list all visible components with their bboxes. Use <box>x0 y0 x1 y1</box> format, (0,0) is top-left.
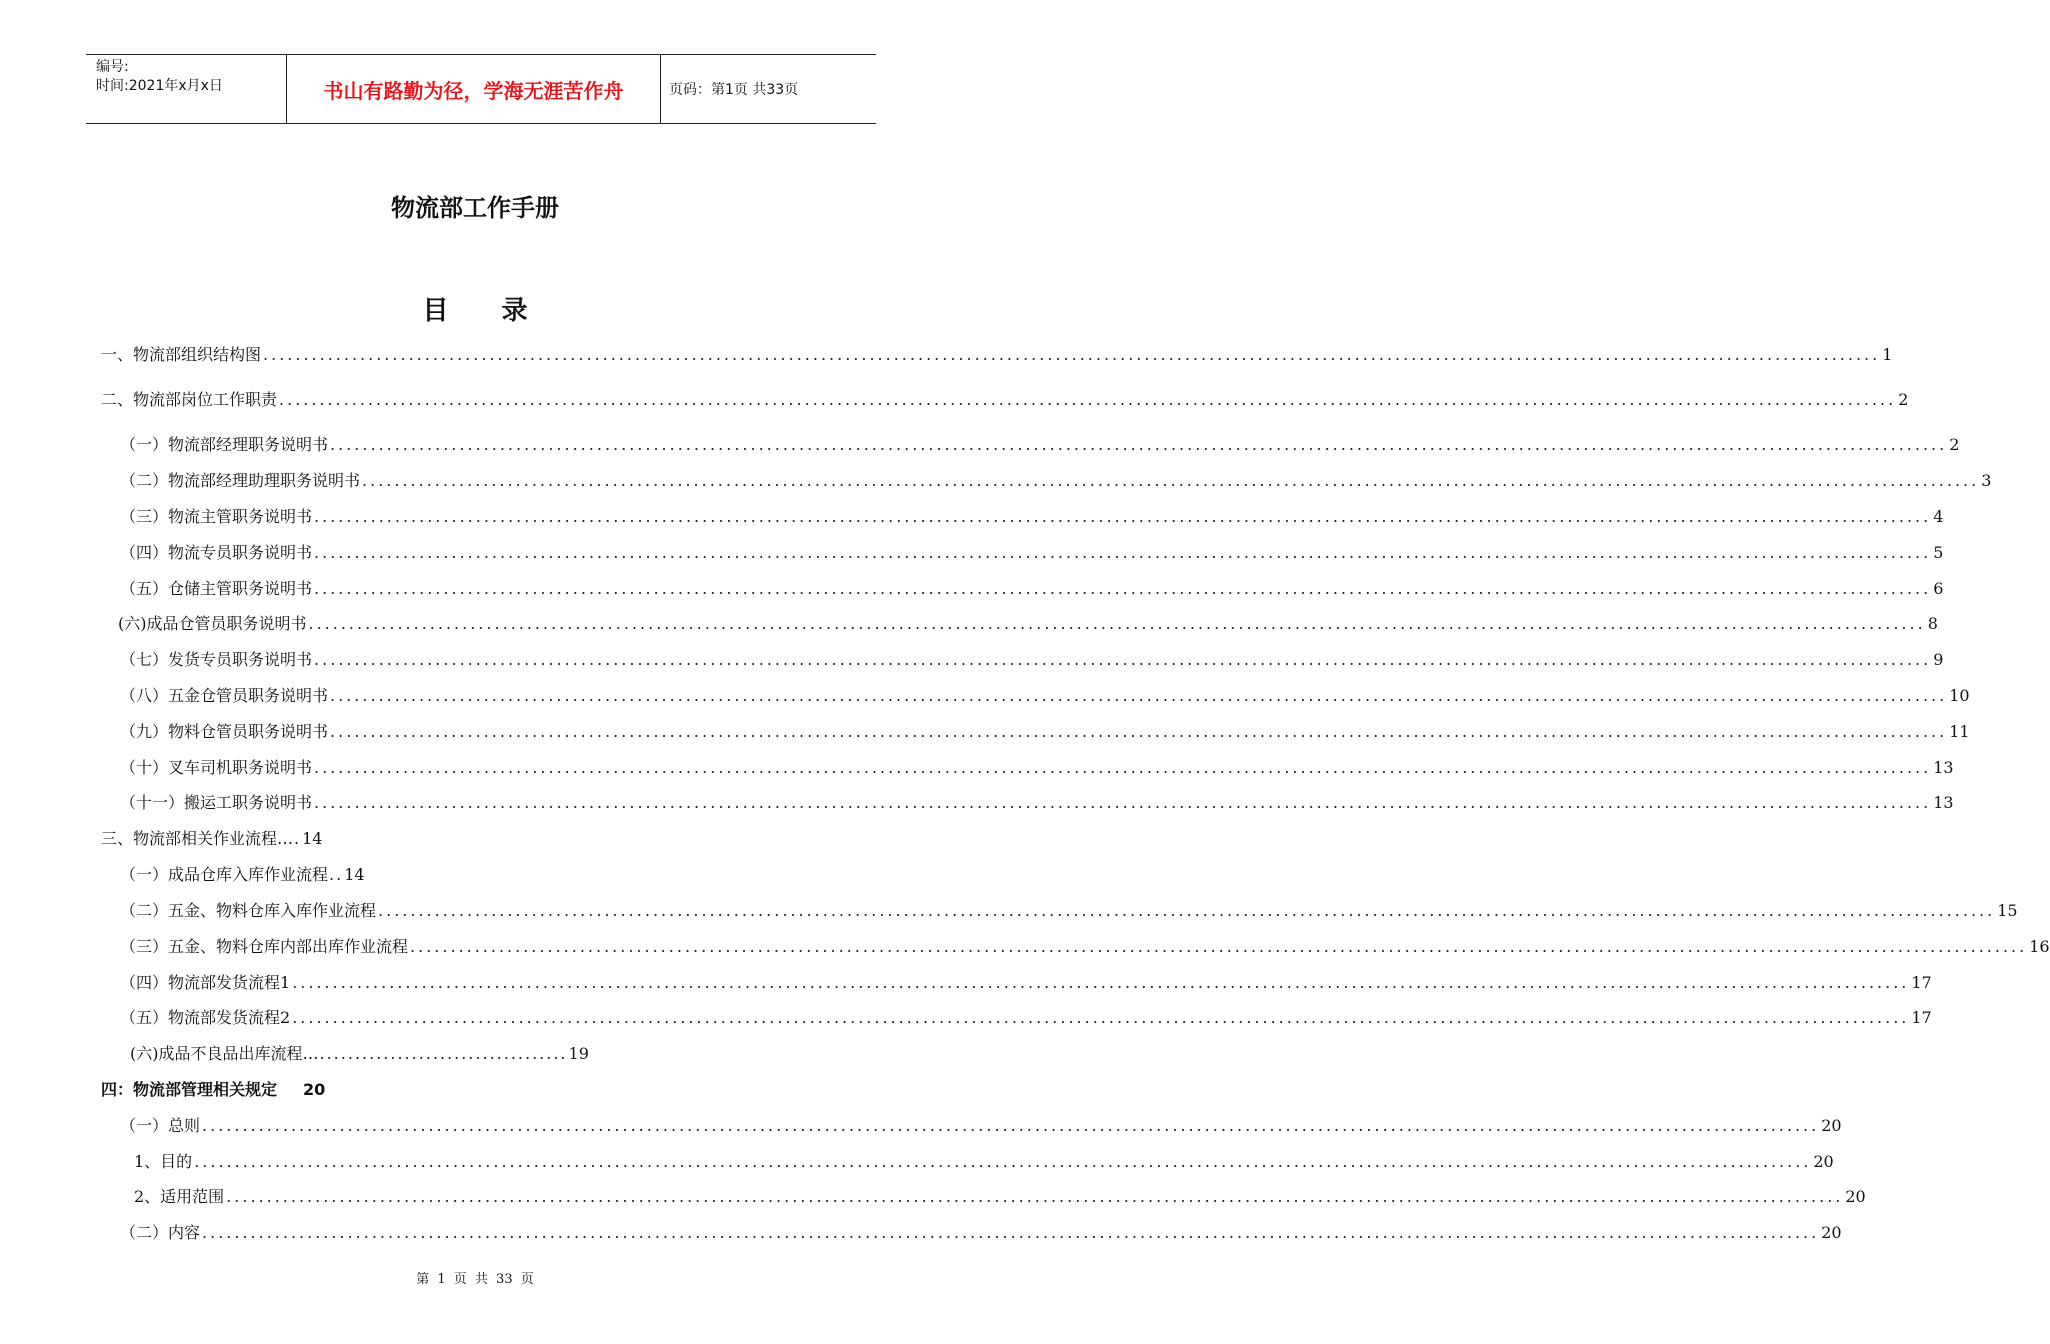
toc-entry-text: （九）物料仓管员职务说明书 <box>120 722 329 741</box>
toc-entry-text: 一、物流部组织结构图 <box>101 345 262 364</box>
toc-entry-page: 10 <box>1949 686 1970 705</box>
toc-leader: ........................................................................................................................................................................................................ <box>314 758 1932 777</box>
toc-entry-page: 20 <box>1845 1187 1866 1206</box>
toc-entry[interactable] <box>130 1041 589 1065</box>
toc-entry-text: （一）成品仓库入库作业流程 <box>120 865 329 884</box>
document-title: 物流部工作手册 <box>391 194 559 222</box>
toc-entry-text: 二、物流部岗位工作职责 <box>101 390 278 409</box>
toc-entry-page: 14 <box>344 865 365 884</box>
toc-entry-text: （一）总则 <box>120 1116 201 1135</box>
toc-leader: ........................................................................................................................................................................................................ <box>330 435 1948 454</box>
toc-entry[interactable] <box>120 647 1944 671</box>
toc-entry-page: 1 <box>1882 345 1893 364</box>
toc-leader: ........................................................................................................................................................................................................ <box>314 793 1932 812</box>
toc-section-heading[interactable] <box>101 1077 325 1101</box>
toc-entry[interactable] <box>120 683 1970 707</box>
toc-entry-page: 2 <box>1949 435 1960 454</box>
toc-entry-text: (六)成品仓管员职务说明书 <box>118 614 307 633</box>
toc-entry-page: 13 <box>1933 793 1954 812</box>
toc-leader: ........................................................................................................................................................................................................ <box>410 937 2028 956</box>
toc-leader: ........................................................................................................................................................................................................ <box>226 1187 1844 1206</box>
toc-entry-text: （十）叉车司机职务说明书 <box>120 758 313 777</box>
toc-leader: ........................................................................................................................................................................................................ <box>314 507 1932 526</box>
toc-leader: ........................................................................................................................................................................................................ <box>292 973 1910 992</box>
toc-entry-text: （二）内容 <box>120 1223 201 1242</box>
toc-entry-text: （二）物流部经理助理职务说明书 <box>120 471 361 490</box>
toc-entry-text: （四）物流部发货流程1 <box>120 973 291 992</box>
toc-entry-page: 20 <box>1813 1152 1834 1171</box>
toc-entry-text: （一）物流部经理职务说明书 <box>120 435 329 454</box>
toc-entry-text: （十一）搬运工职务说明书 <box>120 793 313 812</box>
toc-entry-page: 20 <box>1821 1116 1842 1135</box>
toc-entry[interactable] <box>120 1113 1842 1137</box>
toc-leader: ........................................................................................................................................................................................................ <box>279 390 1897 409</box>
toc-entry-page: 13 <box>1933 758 1954 777</box>
toc-entry[interactable] <box>120 970 1932 994</box>
toc-entry-text: （八）五金仓管员职务说明书 <box>120 686 329 705</box>
toc-entry[interactable] <box>120 755 1954 779</box>
toc-leader: ........................................................................................................................................................................................................ <box>314 650 1932 669</box>
toc-title: 目 录 <box>422 296 550 326</box>
toc-entry[interactable] <box>120 898 2018 922</box>
toc-leader: ........................................................................................................................................................................................................ <box>292 1008 1910 1027</box>
toc-entry-text: （五）物流部发货流程2 <box>120 1008 291 1027</box>
toc-entry[interactable] <box>120 468 1992 492</box>
page-footer: 第 1 页 共 33 页 <box>416 1272 534 1287</box>
toc-entry-page: 20 <box>1821 1223 1842 1242</box>
toc-entry-text: 2、适用范围 <box>134 1187 225 1206</box>
toc-leader: ........................................................................................................................................................................................................ <box>362 471 1980 490</box>
toc-entry-text: （二）五金、物料仓库入库作业流程 <box>120 901 377 920</box>
toc-entry-text: 四：物流部管理相关规定 <box>101 1080 278 1099</box>
toc-leader: ................................... <box>319 1044 568 1063</box>
toc-entry-page: 5 <box>1933 543 1944 562</box>
toc-entry-page: 11 <box>1949 722 1970 741</box>
toc-entry-page: 19 <box>568 1044 589 1063</box>
toc-leader: ........................................................................................................................................................................................................ <box>308 614 1926 633</box>
toc-entry[interactable] <box>120 1220 1842 1244</box>
toc-entry[interactable] <box>120 576 1944 600</box>
toc-leader: . <box>294 829 302 848</box>
toc-leader: ........................................................................................................................................................................................................ <box>202 1223 1820 1242</box>
document-time-label: 时间:2021年x月x日 <box>96 78 223 94</box>
toc-entry-text: （四）物流专员职务说明书 <box>120 543 313 562</box>
toc-entry-page: 9 <box>1933 650 1944 669</box>
header-page-info: 页码：第1页 共33页 <box>669 82 799 98</box>
toc-leader: ........................................................................................................................................................................................................ <box>202 1116 1820 1135</box>
toc-entry[interactable] <box>120 540 1944 564</box>
header-motto: 书山有路勤为径，学海无涯苦作舟 <box>323 78 624 103</box>
toc-entry[interactable] <box>118 611 1938 635</box>
toc-entry-text: （七）发货专员职务说明书 <box>120 650 313 669</box>
toc-entry-page: 14 <box>302 829 323 848</box>
toc-entry-text: （三）五金、物料仓库内部出库作业流程 <box>120 937 409 956</box>
toc-entry[interactable] <box>101 387 1909 411</box>
toc-entry[interactable] <box>120 1005 1932 1029</box>
toc-entry[interactable] <box>134 1184 1866 1208</box>
document-number-label: 编号: <box>96 59 129 75</box>
toc-entry[interactable] <box>134 1149 1834 1173</box>
toc-leader: ........................................................................................................................................................................................................ <box>314 579 1932 598</box>
toc-entry-text: 三、物流部相关作业流程… <box>101 829 294 848</box>
toc-leader: .. <box>329 865 344 884</box>
toc-leader: ........................................................................................................................................................................................................ <box>330 722 1948 741</box>
toc-entry[interactable] <box>120 934 2050 958</box>
toc-entry[interactable] <box>101 342 1893 366</box>
toc-entry-page: 8 <box>1927 614 1938 633</box>
toc-entry[interactable] <box>120 790 1954 814</box>
toc-entry[interactable] <box>120 719 1970 743</box>
toc-entry[interactable] <box>120 504 1944 528</box>
toc-entry-text: 1、目的 <box>134 1152 193 1171</box>
toc-entry-page: 2 <box>1898 390 1909 409</box>
toc-entry-page: 17 <box>1911 1008 1932 1027</box>
toc-leader: ........................................................................................................................................................................................................ <box>378 901 1996 920</box>
toc-entry-page: 15 <box>1997 901 2018 920</box>
toc-entry[interactable] <box>101 826 322 850</box>
toc-entry-text: （三）物流主管职务说明书 <box>120 507 313 526</box>
toc-entry-text: （五）仓储主管职务说明书 <box>120 579 313 598</box>
toc-leader: ........................................................................................................................................................................................................ <box>314 543 1932 562</box>
toc-leader: ........................................................................................................................................................................................................ <box>263 345 1881 364</box>
toc-entry[interactable] <box>120 432 1960 456</box>
toc-entry-page: 20 <box>303 1080 326 1099</box>
toc-leader: ........................................................................................................................................................................................................ <box>330 686 1948 705</box>
toc-entry-page: 4 <box>1933 507 1944 526</box>
toc-entry-page: 6 <box>1933 579 1944 598</box>
toc-leader: ........................................................................................................................................................................................................ <box>194 1152 1812 1171</box>
toc-entry-page: 16 <box>2029 937 2050 956</box>
toc-entry[interactable] <box>120 862 365 886</box>
toc-entry-text: (六)成品不良品出库流程… <box>130 1044 319 1063</box>
toc-entry-page: 3 <box>1981 471 1992 490</box>
toc-entry-page: 17 <box>1911 973 1932 992</box>
